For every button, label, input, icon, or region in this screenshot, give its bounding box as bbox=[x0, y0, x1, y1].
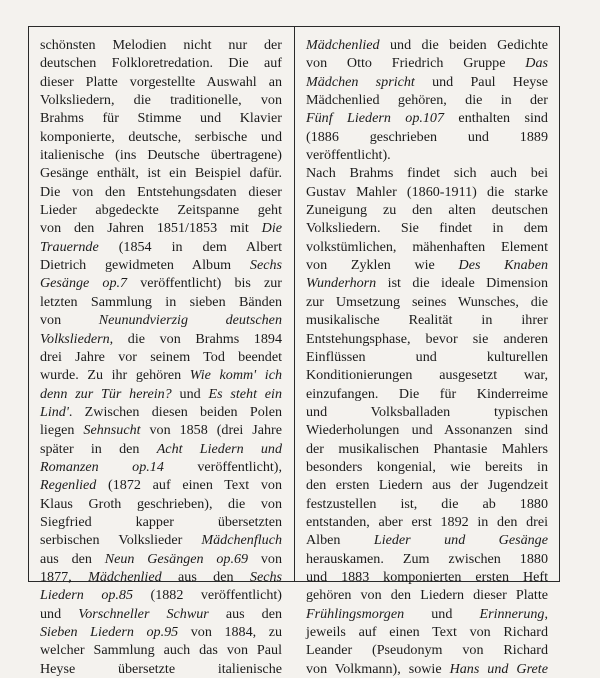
right-column-line: Zuneigung zu den alten deutschen bbox=[306, 202, 548, 219]
left-column-line: Siegfried kapper übersetzten bbox=[40, 513, 282, 530]
left-column-line: Heyse übersetzte italienische bbox=[40, 660, 282, 677]
right-column-line: Mädchen spricht und Paul Heyse bbox=[306, 73, 548, 90]
left-column-line: von den Jahren 1851/1853 mit Die bbox=[40, 220, 282, 237]
right-column-line: der musikalischen Phantasie Mahlers bbox=[306, 440, 548, 457]
column-divider bbox=[294, 26, 295, 582]
left-column-line: Die von den Entstehungsdaten dieser bbox=[40, 183, 282, 200]
left-column-line: Romanzen op.14 veröffentlicht), bbox=[40, 458, 283, 475]
right-column-line: von Volkmann), sowie Hans und Grete bbox=[306, 660, 548, 677]
left-column-line: italienische (ins Deutsche übertragene) bbox=[40, 147, 282, 164]
right-column-line: Volksliedern. Sie findet in dem bbox=[306, 220, 548, 237]
left-column-line: schönsten Melodien nicht nur der bbox=[40, 37, 282, 53]
left-column-line: Volksliedern, die von Brahms 1894 bbox=[40, 330, 282, 347]
left-column-line: Regenlied (1872 auf einen Text von bbox=[40, 477, 282, 494]
right-column-line: gehören von den Liedern dieser Platte bbox=[306, 587, 548, 604]
right-column-line: Wiederholungen und Assonanzen sind bbox=[306, 422, 548, 439]
right-column-line: Mädchenlied gehören, die in der bbox=[306, 92, 548, 109]
left-text-column bbox=[40, 36, 282, 678]
left-column-line: Brahms für Stimme und Klavier bbox=[40, 110, 282, 127]
left-column-line: Klaus Groth geschrieben), die von bbox=[40, 495, 282, 512]
left-column-line: aus den Neun Gesängen op.69 von bbox=[40, 550, 282, 567]
left-column-line: Gesänge op.7 veröffentlicht) bis zur bbox=[40, 275, 282, 292]
left-column-line: 1877, Mädchenlied aus den Sechs bbox=[40, 568, 282, 585]
left-column-line: letzten Sammlung in sieben Bänden bbox=[40, 293, 282, 310]
right-column-line: von Otto Friedrich Gruppe Das bbox=[306, 55, 548, 72]
left-column-line: Gesänge enthält, ist ein Beispiel dafür. bbox=[40, 165, 282, 182]
right-column-line: veröffentlicht). bbox=[306, 147, 391, 164]
right-column-line: Gustav Mahler (1860-1911) die starke bbox=[306, 183, 548, 200]
right-column-line: von Zyklen wie Des Knaben bbox=[306, 257, 548, 274]
right-column-line: Mädchenlied und die beiden Gedichte bbox=[306, 37, 548, 53]
left-column-line: Volksliedern, die traditionelle, von bbox=[40, 92, 282, 109]
right-column-line: und 1883 komponierten ersten Heft bbox=[306, 568, 548, 585]
right-column-line: Alben Lieder und Gesänge bbox=[306, 532, 548, 549]
left-column-line: Lieder abgedeckte Zeitspanne geht bbox=[40, 202, 282, 219]
left-column-line: wurde. Zu ihr gehören Wie komm' ich bbox=[40, 367, 282, 384]
right-column-line: Entstehungsphase, bevor sie anderen bbox=[306, 330, 548, 347]
left-column-line: Dietrich gewidmeten Album Sechs bbox=[40, 257, 282, 274]
left-column-line: komponierte, deutsche, serbische und bbox=[40, 128, 282, 145]
right-column-line: Leander (Pseudonym von Richard bbox=[306, 642, 548, 659]
left-column-line: liegen Sehnsucht von 1858 (drei Jahre bbox=[40, 422, 282, 439]
right-column-line: den ersten Liedern aus der Jugendzeit bbox=[306, 477, 548, 494]
right-column-line: Nach Brahms findet sich auch bei bbox=[306, 165, 548, 182]
right-column-line: jeweils auf einen Text von Richard bbox=[306, 624, 548, 640]
left-column-line: Sieben Liedern op.95 von 1884, zu bbox=[40, 624, 282, 640]
right-text-column bbox=[306, 36, 548, 678]
left-column-line: drei Jahre vor seinem Tod beendet bbox=[40, 348, 282, 365]
left-column-line: und Vorschneller Schwur aus den bbox=[40, 605, 282, 622]
right-column-line: herauskamen. Zum zwischen 1880 bbox=[306, 550, 548, 567]
right-column-line: Fünf Liedern op.107 enthalten sind bbox=[306, 110, 548, 127]
left-column-line: Trauernde (1854 in dem Albert bbox=[40, 238, 282, 255]
right-column-line: festzustellen ist, die ab 1880 bbox=[306, 495, 548, 512]
right-column-line: Frühlingsmorgen und Erinnerung, bbox=[306, 605, 548, 622]
right-column-line: zur Umsetzung seines Wunsches, die bbox=[306, 293, 548, 310]
right-column-line: einzufangen. Die für Kinderreime bbox=[306, 385, 548, 402]
right-column-line: volkstümlichen, mähenhaften Element bbox=[306, 238, 548, 255]
right-column-line: (1886 geschrieben und 1889 bbox=[306, 128, 548, 145]
right-column-line: entstanden, aber erst 1892 in den drei bbox=[306, 513, 548, 530]
right-column-line: Wunderhorn ist die ideale Dimension bbox=[306, 275, 548, 292]
right-column-line: musikalische Realität in ihrer bbox=[306, 312, 548, 329]
left-column-line: denn zur Tür herein? und Es steht ein bbox=[40, 385, 282, 402]
left-column-line: deutschen Folkloretredation. Die auf bbox=[40, 55, 282, 72]
right-column-line: und Volksballaden typischen bbox=[306, 403, 548, 420]
right-column-line: besonders kongenial, wie bereits in bbox=[306, 458, 548, 475]
right-column-line: Konditionierungen ausgesetzt war, bbox=[306, 367, 548, 384]
left-column-line: Liedern op.85 (1882 veröffentlicht) bbox=[40, 587, 282, 604]
left-column-line: welcher Sammlung auch das von Paul bbox=[40, 642, 282, 659]
left-column-line: von Neunundvierzig deutschen bbox=[40, 312, 282, 329]
right-column-line: Einflüssen und kulturellen bbox=[306, 348, 548, 365]
left-column-line: Lind'. Zwischen diesen beiden Polen bbox=[40, 403, 282, 420]
left-column-line: dieser Platte vorgestellte Auswahl an bbox=[40, 73, 282, 90]
left-column-line: serbischen Volkslieder Mädchenfluch bbox=[40, 532, 282, 549]
left-column-line: später in den Acht Liedern und bbox=[40, 440, 282, 457]
